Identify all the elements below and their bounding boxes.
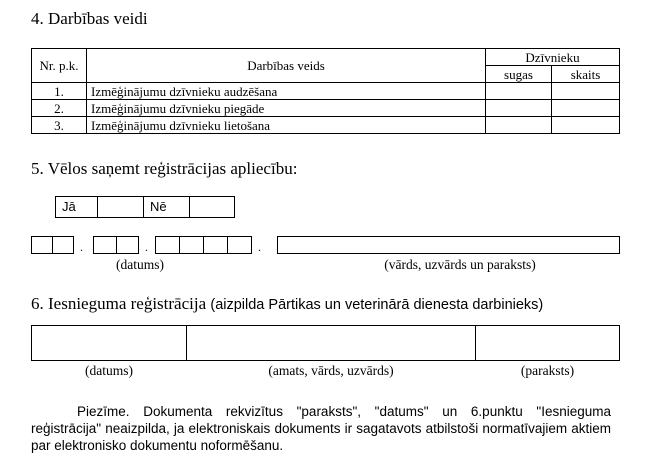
date-separator: . [80, 240, 83, 254]
header-species: sugas [486, 66, 552, 83]
registration-signature-field[interactable] [475, 325, 620, 361]
name-signature-field[interactable] [277, 236, 620, 254]
header-count: skaits [552, 66, 620, 83]
row-activity: Izmēģinājumu dzīvnieku piegāde [87, 100, 486, 117]
section5-title: 5. Vēlos saņemt reģistrācijas apliecību: [31, 159, 298, 178]
name-caption: (vārds, uzvārds un paraksts) [384, 257, 536, 272]
section4-title: 4. Darbības veidi [31, 9, 148, 28]
date-month-digit[interactable] [93, 236, 117, 254]
no-checkbox[interactable] [189, 196, 235, 218]
date-month-digit[interactable] [116, 236, 139, 254]
table-row [32, 83, 620, 100]
table-row [32, 100, 620, 117]
registration-signature-caption: (paraksts) [520, 363, 575, 378]
registration-position-field[interactable] [186, 325, 476, 361]
date-day-digit[interactable] [52, 236, 74, 254]
registration-position-caption: (amats, vārds, uzvārds) [268, 363, 394, 378]
section6-title-main: 6. Iesnieguma reģistrācija [31, 294, 207, 313]
section6-title-note: (aizpilda Pārtikas un veterinārā dienesta darbinieks) [210, 297, 544, 313]
row-count-cell[interactable] [552, 117, 620, 134]
header-animals: Dzīvnieku [486, 49, 620, 66]
table-row [32, 117, 620, 134]
row-species-cell[interactable] [486, 83, 552, 100]
note-text: Piezīme. Dokumenta rekvizītus "paraksts", "datums" un 6.punktu "Iesnieguma reģistrācija" neaizpilda, ja elektroniskais dokuments ir sagatavots atbilstoši normatīvajiem aktiem par elektronisko dokumentu noformēšanu. [31, 404, 611, 453]
date-year-digit[interactable] [203, 236, 228, 254]
yes-label: Jā [55, 196, 98, 218]
date-year-digit[interactable] [155, 236, 180, 254]
activities-table [31, 48, 620, 134]
header-nr: Nr. p.k. [32, 49, 87, 83]
note [31, 403, 611, 454]
row-count-cell[interactable] [552, 100, 620, 117]
row-nr: 1. [32, 83, 87, 100]
date-day-digit[interactable] [31, 236, 53, 254]
row-species-cell[interactable] [486, 100, 552, 117]
date-separator: . [258, 240, 261, 254]
registration-date-caption: (datums) [85, 363, 133, 378]
date-year-digit[interactable] [179, 236, 204, 254]
row-count-cell[interactable] [552, 83, 620, 100]
row-nr: 3. [32, 117, 87, 134]
date-year-digit[interactable] [227, 236, 252, 254]
section6-title [31, 294, 543, 314]
date-separator: . [145, 240, 148, 254]
row-nr: 2. [32, 100, 87, 117]
header-activity: Darbības veids [87, 49, 486, 83]
registration-date-field[interactable] [31, 325, 187, 361]
no-label: Nē [143, 196, 190, 218]
row-activity: Izmēģinājumu dzīvnieku lietošana [87, 117, 486, 134]
yes-checkbox[interactable] [97, 196, 144, 218]
row-activity: Izmēģinājumu dzīvnieku audzēšana [87, 83, 486, 100]
row-species-cell[interactable] [486, 117, 552, 134]
date-caption: (datums) [116, 257, 164, 272]
